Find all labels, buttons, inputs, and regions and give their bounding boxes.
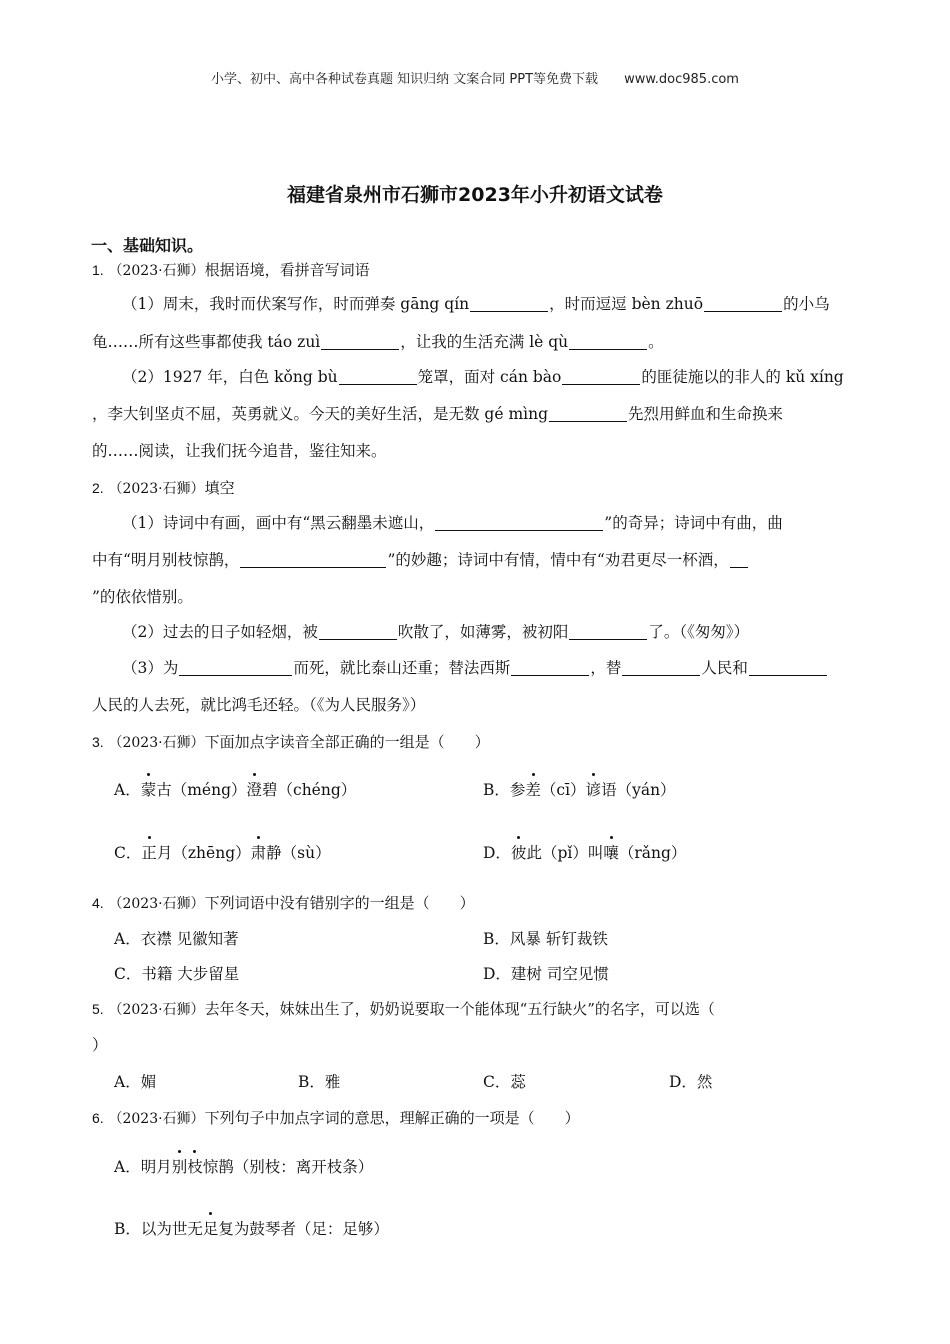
q3-option-c[interactable]: C．正月（zhēng）肃静（sù） — [114, 841, 331, 863]
emphasis-char: 蒙 — [141, 778, 157, 800]
section-heading: 一、基础知识。 — [91, 236, 204, 255]
q2-item-1: （1）诗词中有画，画中有“黑云翻墨未遮山， ”的奇异；诗词中有曲，曲 — [122, 514, 783, 532]
question-3-stem: 3. （2023·石狮）下面加点字读音全部正确的一组是（ ） — [92, 733, 490, 751]
q4-option-c[interactable]: C．书籍 大步留星 — [114, 965, 240, 983]
q1-paragraph-2-end: 的……阅读，让我们抚今追昔，鉴往知来。 — [92, 442, 387, 460]
q2-item-1-cont: 中有“明月别枝惊鹊， ”的妙趣；诗词中有情，情中有“劝君更尽一杯酒， — [92, 550, 749, 570]
header-url[interactable]: www.doc985.com — [624, 72, 739, 87]
page-title: 福建省泉州市石狮市2023年小升初语文试卷 — [287, 184, 663, 206]
answer-blank[interactable] — [569, 623, 647, 640]
page-header — [0, 68, 950, 87]
q2-item-1-end: ”的依依惜别。 — [92, 588, 193, 606]
q1-paragraph-2: （2）1927 年，白色 kǒng bù 笼罩，面对 cán bào 的匪徒施以的非人的 kǔ xíng — [122, 368, 844, 386]
q4-option-d[interactable]: D．建树 司空见惯 — [483, 965, 609, 983]
emphasis-char: 正 — [141, 841, 157, 863]
q1-paragraph-2-cont: ，李大钊坚贞不屈，英勇就义。今天的美好生活，是无数 gé mìng 先烈用鲜血和生命换来 — [92, 405, 784, 423]
answer-blank[interactable] — [562, 368, 640, 385]
q3-option-d[interactable]: D．彼此（pǐ）叫嚷（rǎng） — [483, 841, 686, 863]
answer-blank[interactable] — [622, 659, 700, 676]
question-4-stem: 4. （2023·石狮）下列词语中没有错别字的一组是（ ） — [92, 894, 475, 912]
emphasis-char: 彼 — [511, 841, 527, 863]
q5-option-c[interactable]: C．蕊 — [483, 1073, 526, 1091]
q5-option-b[interactable]: B．雅 — [298, 1073, 341, 1091]
answer-blank[interactable] — [704, 295, 782, 312]
answer-blank[interactable] — [319, 623, 397, 640]
q5-option-a[interactable]: A．媚 — [114, 1073, 157, 1091]
answer-blank[interactable] — [321, 333, 399, 350]
question-1-stem: 1. （2023·石狮）根据语境，看拼音写词语 — [92, 261, 370, 279]
answer-blank[interactable] — [179, 659, 292, 676]
emphasis-char: 别 — [172, 1155, 188, 1177]
q5-option-d[interactable]: D．然 — [669, 1073, 713, 1091]
q1-paragraph-1: （1）周末，我时而伏案写作，时而弹奏 gāng qín ，时而逗逗 bèn zhuō 的小乌 — [122, 295, 830, 313]
question-6-stem: 6. （2023·石狮）下列句子中加点字词的意思，理解正确的一项是（ ） — [92, 1109, 580, 1127]
q2-item-2: （2）过去的日子如轻烟，被 吹散了，如薄雾，被初阳 了。（《匆匆》） — [122, 623, 750, 641]
header-text: 小学、初中、高中各种试卷真题 知识归纳 文案合同 PPT等免费下载 — [211, 72, 599, 87]
q6-option-b[interactable]: B．以为世无足复为鼓琴者（足：足够） — [114, 1217, 389, 1239]
emphasis-char: 澄 — [247, 778, 263, 800]
emphasis-char: 枝 — [187, 1155, 203, 1177]
question-2-stem: 2. （2023·石狮）填空 — [92, 479, 235, 497]
emphasis-char: 差 — [525, 778, 541, 800]
answer-blank[interactable] — [549, 405, 627, 422]
question-5-stem: 5. （2023·石狮）去年冬天，妹妹出生了，奶奶说要取一个能体现“五行缺火”的名字，可以选（ — [92, 1000, 715, 1018]
q3-option-a[interactable]: A．蒙古（méng）澄碧（chéng） — [114, 778, 356, 800]
emphasis-char: 谚 — [586, 778, 602, 800]
answer-blank[interactable] — [569, 333, 647, 350]
emphasis-char: 肃 — [251, 841, 267, 863]
answer-blank[interactable] — [749, 659, 827, 676]
q6-option-a[interactable]: A．明月别枝惊鹊（别枝：离开枝条） — [114, 1155, 373, 1177]
answer-blank[interactable] — [730, 551, 748, 568]
answer-blank[interactable] — [511, 659, 589, 676]
q4-option-b[interactable]: B．风暴 斩钉裁铁 — [483, 930, 608, 948]
answer-blank[interactable] — [339, 368, 417, 385]
emphasis-char: 足 — [203, 1217, 219, 1239]
q3-option-b[interactable]: B．参差（cī）谚语（yán） — [483, 778, 676, 800]
q1-paragraph-1-cont: 龟……所有这些事都使我 táo zuì ，让我的生活充满 lè qù 。 — [92, 333, 664, 351]
answer-blank[interactable] — [435, 514, 603, 531]
answer-blank[interactable] — [240, 551, 386, 568]
answer-blank[interactable] — [470, 295, 548, 312]
q4-option-a[interactable]: A．衣襟 见徽知著 — [114, 930, 239, 948]
q2-item-3-end: 人民的人去死，就比鸿毛还轻。（《为人民服务》） — [92, 696, 426, 714]
emphasis-char: 嚷 — [603, 841, 619, 863]
q2-item-3: （3）为 而死，就比泰山还重；替法西斯 ，替 人民和 — [122, 658, 828, 678]
q5-stem-close: ） — [92, 1036, 108, 1054]
